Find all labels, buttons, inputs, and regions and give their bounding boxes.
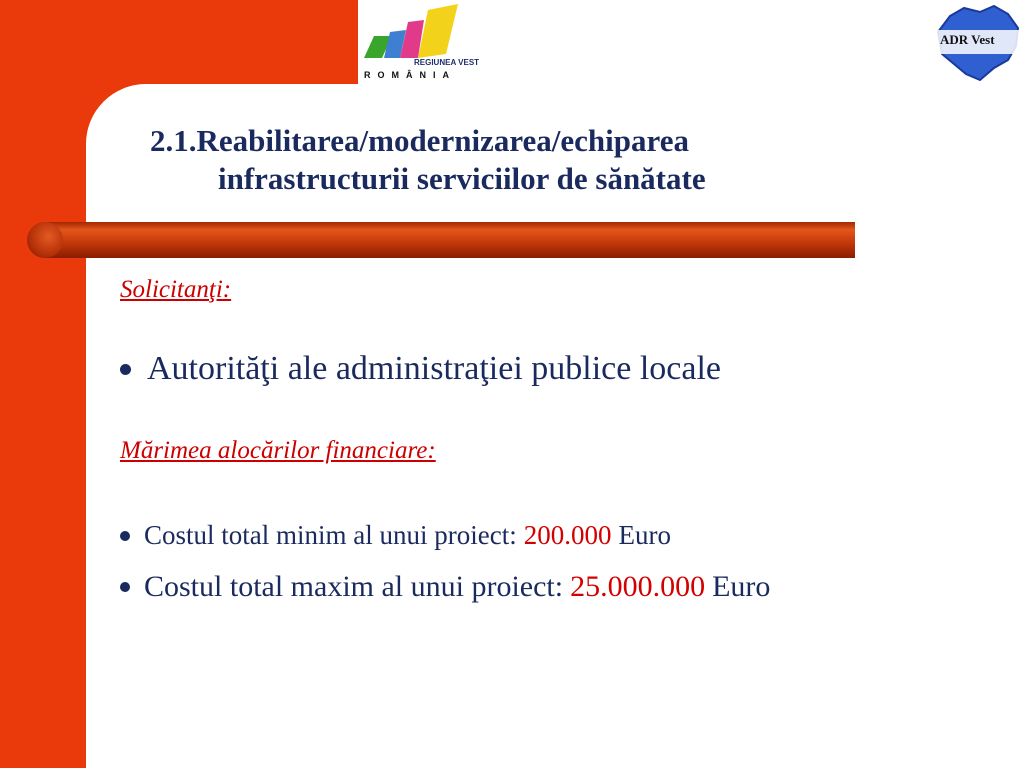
cost-minim-unit: Euro [618,520,671,550]
decorative-bar-cap [27,222,63,258]
regiunea-vest-text: REGIUNEA VEST [414,58,480,67]
cost-minim-label: Costul total minim al unui proiect: [144,520,517,550]
cost-maxim-label: Costul total maxim al unui proiect: [144,570,564,603]
decorative-bar [27,222,855,258]
title-line-2: infrastructurii serviciilor de sănătate [218,161,706,196]
regiunea-vest-logo [362,2,480,82]
cost-maxim-value: 25.000.000 [570,570,706,603]
bullet-dot-icon [120,364,131,375]
adr-vest-text: ADR Vest [940,32,995,47]
bullet-dot-icon [120,582,130,592]
bullet-cost-minim [120,520,671,551]
marimea-heading: Mărimea alocărilor financiare: [120,437,436,464]
cost-minim-value: 200.000 [523,520,612,550]
adr-vest-logo [928,2,1024,84]
slide-title [150,122,910,198]
bullet-solicitanti [120,350,721,388]
romania-text: ROMÂNIA [364,70,456,80]
bullet-cost-maxim [120,570,770,604]
bullet-dot-icon [120,531,130,541]
title-line-1: 2.1.Reabilitarea/modernizarea/echiparea [150,123,689,158]
cost-maxim-unit: Euro [712,570,771,603]
regiunea-vest-logo-graphic [362,2,480,62]
solicitanti-heading: Solicitanţi: [120,276,232,303]
bullet-text: Autorităţi ale administraţiei publice locale [147,350,722,387]
